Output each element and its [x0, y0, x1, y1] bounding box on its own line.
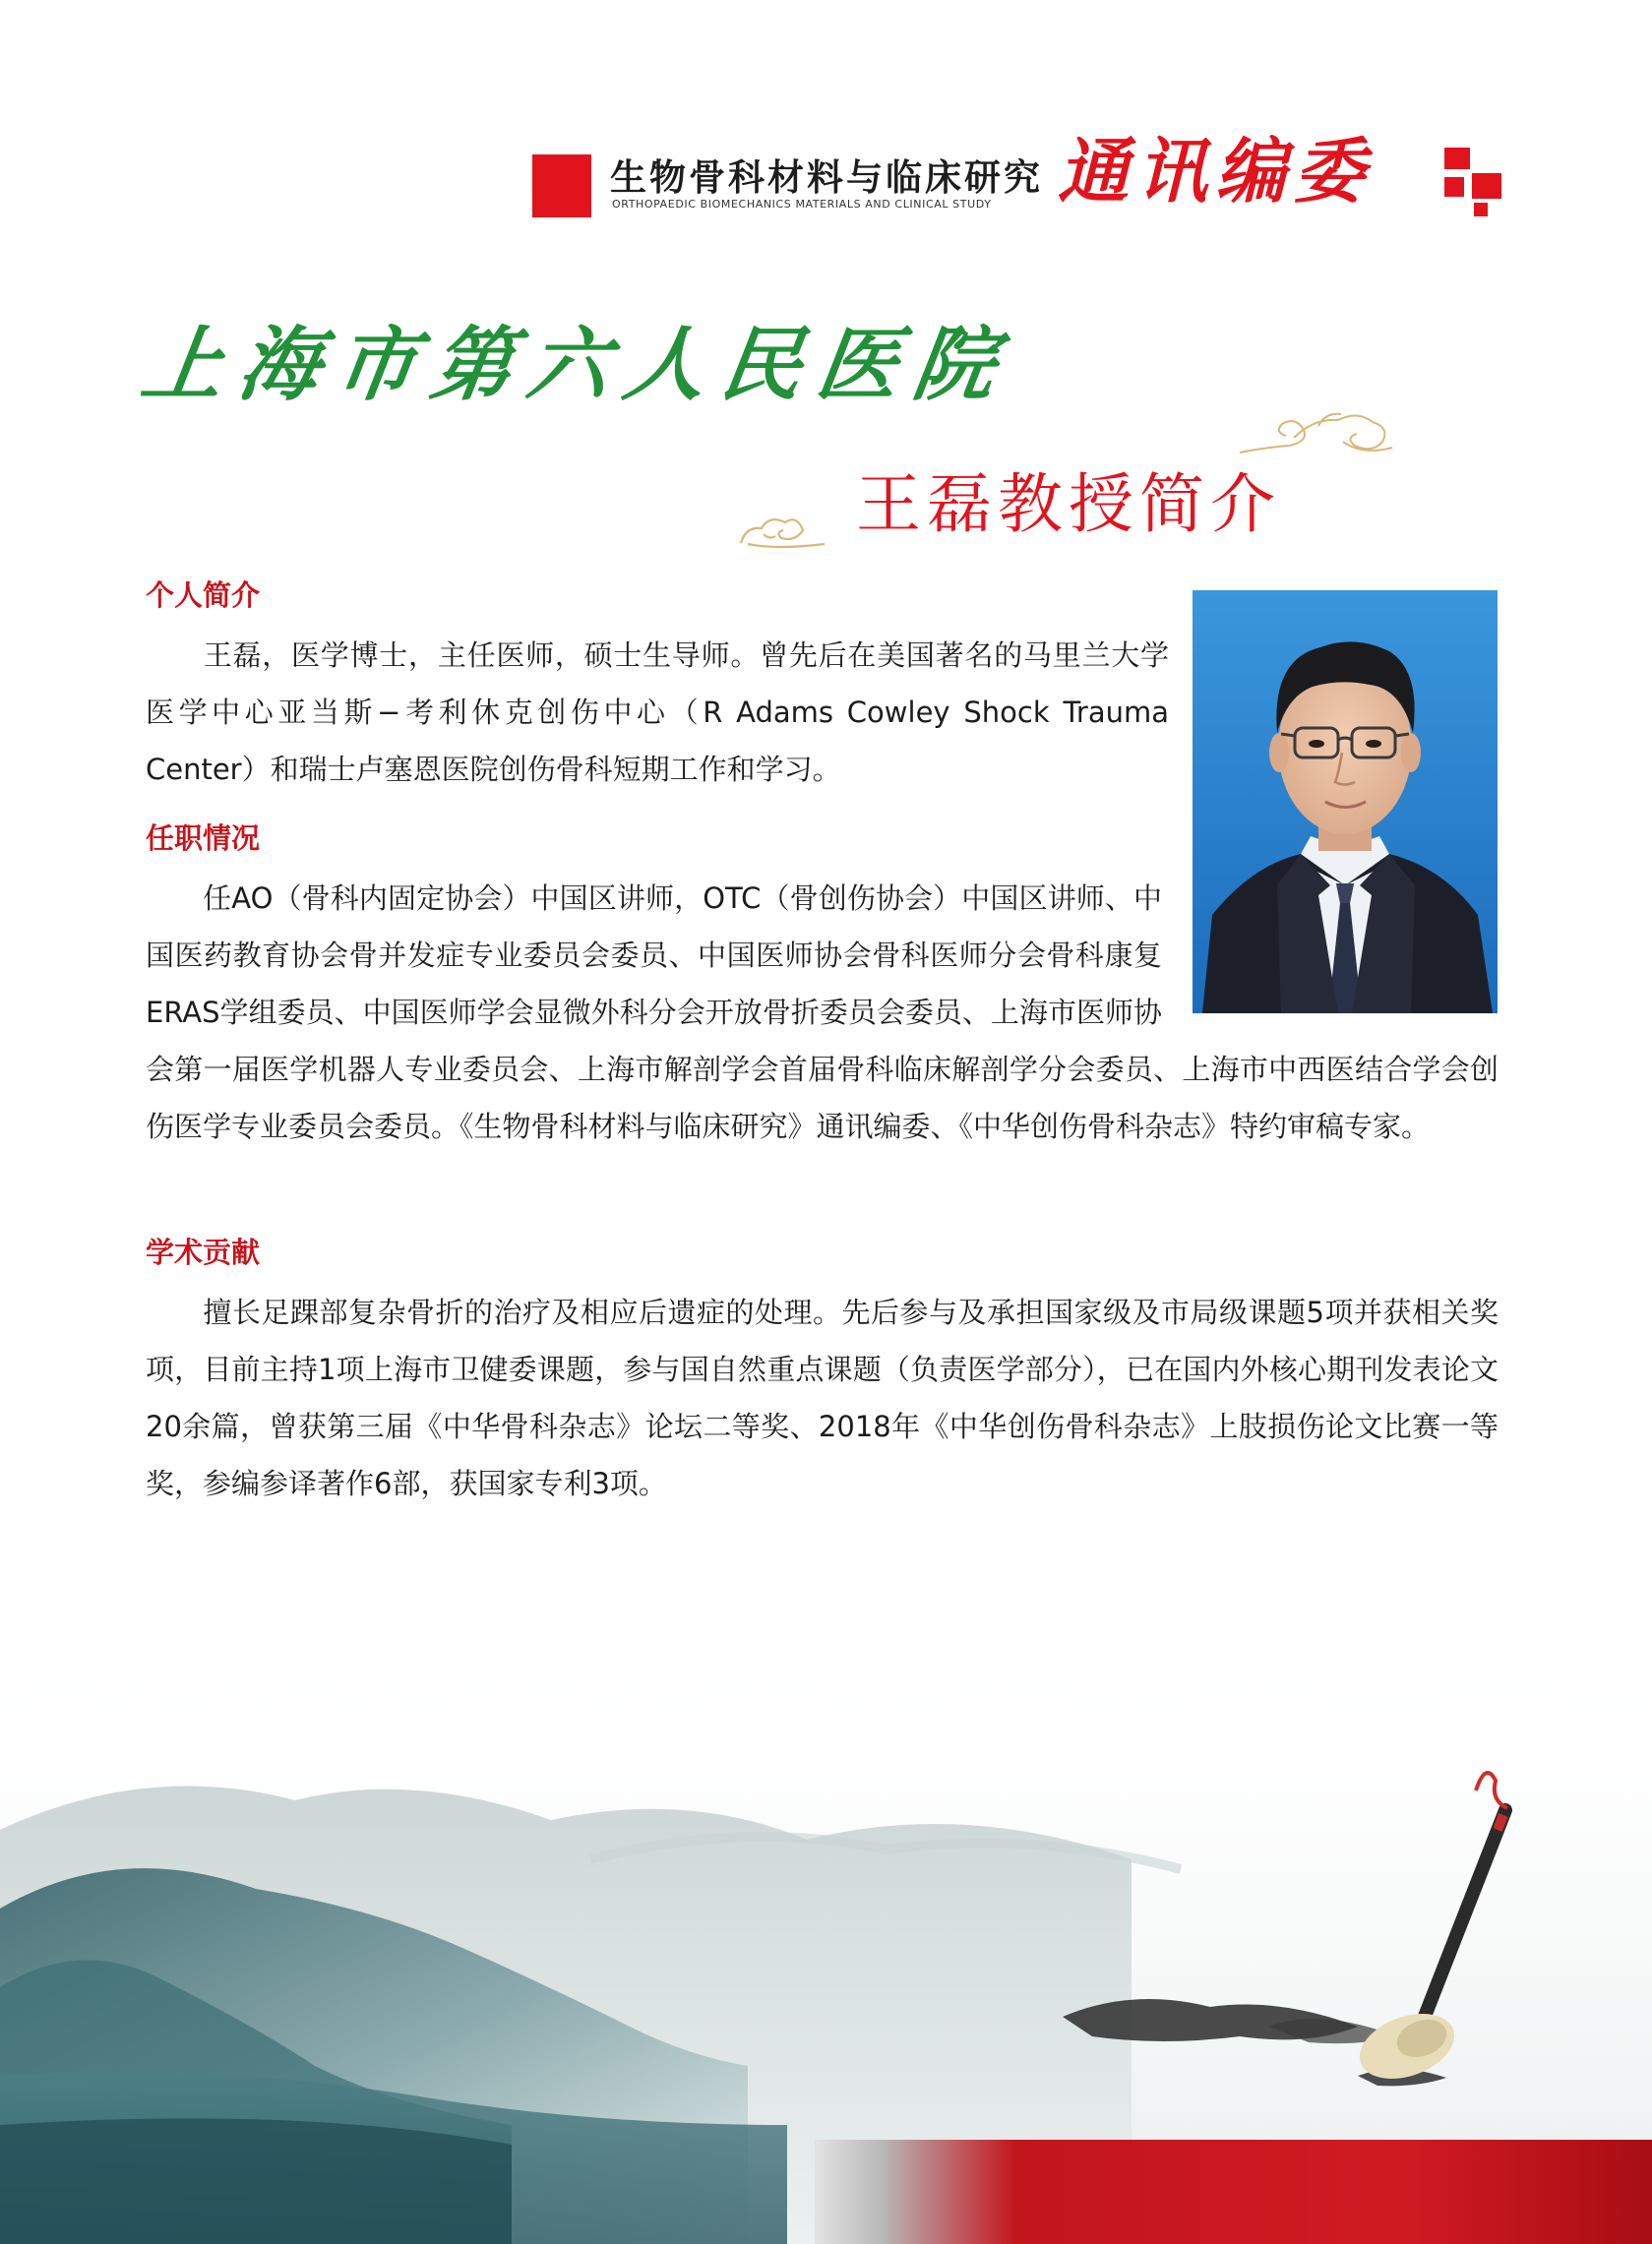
section-heading-positions: 任职情况	[146, 821, 261, 855]
cloud-ornament-icon	[1235, 398, 1397, 462]
journal-title: 生物骨科材料与临床研究	[610, 156, 1043, 199]
section-heading-academic: 学术贡献	[146, 1236, 261, 1269]
journal-subtitle: ORTHOPAEDIC BIOMECHANICS MATERIALS AND CLINICAL STUDY	[612, 198, 992, 211]
hospital-name: 上海市第六人民医院	[136, 318, 1017, 412]
profile-title: 王磊教授简介	[856, 466, 1281, 542]
role-calligraphy: 通讯编委	[1058, 129, 1374, 212]
positions-text: 任AO（骨科内固定协会）中国区讲师，OTC（骨创伤协会）中国区讲师、中国医药教育协会骨并发症专业委员会委员、中国医师协会骨科医师分会骨科康复ERAS学组委员、中国医师学会显微外科分会开放骨折委员会委员、上海市医师协会第一届医学机器人专业委员会、上海市解剖学会首届骨科临床解剖学分会委员、上海市中西医结合学会创伤医学专业委员会委员。《生物骨科材料与临床研究》通讯编委、《中华创伤骨科杂志》特约审稿专家。	[146, 881, 1499, 1143]
bottom-red-bar	[815, 2140, 1652, 2244]
section-text-academic	[146, 1284, 1499, 1512]
section-heading-personal: 个人简介	[146, 578, 261, 612]
personal-text: 王磊，医学博士，主任医师，硕士生导师。曾先后在美国著名的马里兰大学医学中心亚当斯−考利休克创伤中心（R Adams Cowley Shock Trauma Center）和瑞士卢塞恩医院创伤骨科短期工作和学习。	[146, 638, 1169, 786]
header-deco-squares-icon	[1444, 148, 1505, 216]
section-text-personal	[146, 627, 1169, 798]
section-text-positions	[146, 870, 1499, 1155]
photo-float-spacer	[1162, 870, 1499, 1037]
cloud-ornament-small-icon	[736, 509, 829, 553]
academic-text: 擅长足踝部复杂骨折的治疗及相应后遗症的处理。先后参与及承担国家级及市局级课题5项并获相关奖项，目前主持1项上海市卫健委课题，参与国自然重点课题（负责医学部分），已在国内外核心期刊发表论文20余篇，曾获第三届《中华骨科杂志》论坛二等奖、2018年《中华创伤骨科杂志》上肢损伤论文比赛一等奖，参编参译著作6部，获国家专利3项。	[146, 1296, 1499, 1500]
header-red-square	[532, 154, 591, 217]
